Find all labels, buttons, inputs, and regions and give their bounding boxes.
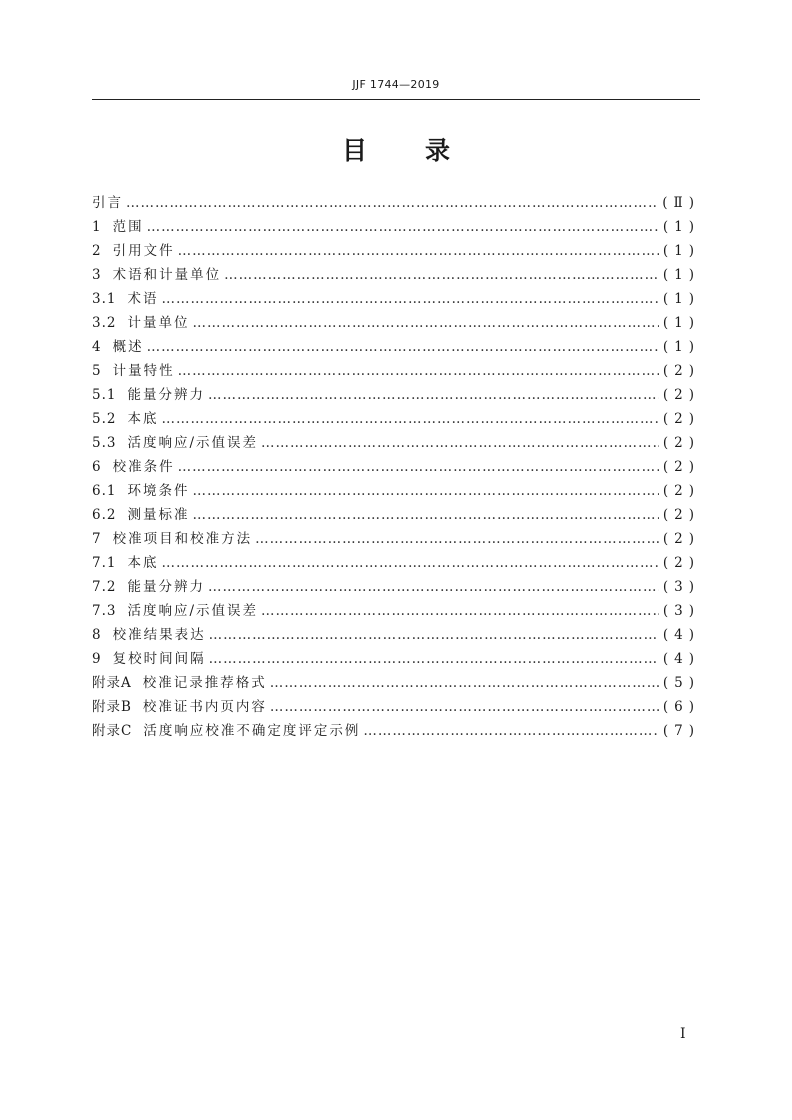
toc-entry-number: 5.1 bbox=[92, 387, 117, 403]
toc-entry-page: (2) bbox=[662, 387, 700, 403]
toc-entry-number: 7.2 bbox=[92, 579, 117, 595]
toc-entry-page: (Ⅱ) bbox=[662, 195, 700, 211]
toc-entry-number: 7.3 bbox=[92, 603, 117, 619]
toc-entry-page: (1) bbox=[662, 315, 700, 331]
table-of-contents bbox=[92, 191, 700, 743]
toc-entry-page: (2) bbox=[662, 411, 700, 427]
toc-entry[interactable] bbox=[92, 287, 700, 311]
toc-entry[interactable] bbox=[92, 191, 700, 215]
dot-leader bbox=[178, 239, 659, 263]
dot-leader bbox=[192, 503, 658, 527]
toc-entry-number: 3 bbox=[92, 267, 102, 283]
toc-entry-title: 概述 bbox=[112, 339, 144, 355]
toc-entry[interactable] bbox=[92, 239, 700, 263]
dot-leader bbox=[363, 719, 659, 743]
toc-entry[interactable] bbox=[92, 527, 700, 551]
dot-leader bbox=[270, 695, 659, 719]
toc-entry-number: 5.2 bbox=[92, 411, 117, 427]
toc-entry-page: (6) bbox=[662, 699, 700, 715]
toc-entry-page: (2) bbox=[662, 555, 700, 571]
toc-entry-page: (3) bbox=[662, 579, 700, 595]
toc-entry-page: (2) bbox=[662, 483, 700, 499]
toc-entry[interactable] bbox=[92, 623, 700, 647]
toc-entry-number: 2 bbox=[92, 243, 102, 259]
toc-entry-title: 校准证书内页内容 bbox=[142, 699, 267, 715]
toc-entry-title: 校准结果表达 bbox=[112, 627, 206, 643]
dot-leader bbox=[208, 575, 659, 599]
toc-entry-number: 5 bbox=[92, 363, 102, 379]
toc-entry-number: 5.3 bbox=[92, 435, 117, 451]
dot-leader bbox=[255, 527, 659, 551]
toc-entry-page: (2) bbox=[662, 507, 700, 523]
dot-leader bbox=[161, 551, 658, 575]
toc-entry-title: 校准记录推荐格式 bbox=[142, 675, 267, 691]
toc-entry[interactable] bbox=[92, 311, 700, 335]
toc-entry-title: 活度响应/示值误差 bbox=[127, 603, 259, 619]
toc-entry-number: 6.2 bbox=[92, 507, 117, 523]
toc-entry-number: 附录A bbox=[92, 675, 132, 691]
dot-leader bbox=[270, 671, 659, 695]
toc-entry-page: (7) bbox=[662, 723, 700, 739]
toc-entry[interactable] bbox=[92, 647, 700, 671]
toc-entry-number: 6 bbox=[92, 459, 102, 475]
toc-entry[interactable] bbox=[92, 263, 700, 287]
toc-entry-title: 计量特性 bbox=[112, 363, 175, 379]
dot-leader bbox=[261, 599, 659, 623]
dot-leader bbox=[192, 479, 658, 503]
toc-entry-title: 引言 bbox=[92, 195, 123, 211]
toc-entry-number: 4 bbox=[92, 339, 102, 355]
toc-entry-page: (1) bbox=[662, 339, 700, 355]
toc-entry-title: 测量标准 bbox=[127, 507, 190, 523]
toc-entry-number: 3.2 bbox=[92, 315, 117, 331]
toc-entry-title: 本底 bbox=[127, 555, 159, 571]
page-number: I bbox=[680, 1026, 686, 1042]
toc-entry-title: 校准条件 bbox=[112, 459, 175, 475]
toc-entry-page: (4) bbox=[662, 651, 700, 667]
toc-entry-title: 环境条件 bbox=[127, 483, 190, 499]
running-header: JJF 1744—2019 bbox=[352, 78, 440, 91]
dot-leader bbox=[147, 215, 659, 239]
toc-entry[interactable] bbox=[92, 695, 700, 719]
toc-entry-page: (1) bbox=[662, 219, 700, 235]
toc-entry[interactable] bbox=[92, 455, 700, 479]
toc-entry-page: (2) bbox=[662, 531, 700, 547]
dot-leader bbox=[209, 623, 659, 647]
toc-entry-title: 能量分辨力 bbox=[127, 387, 205, 403]
toc-entry-title: 活度响应校准不确定度评定示例 bbox=[143, 723, 361, 739]
toc-entry[interactable] bbox=[92, 407, 700, 431]
toc-entry-number: 附录B bbox=[92, 699, 132, 715]
toc-entry[interactable] bbox=[92, 671, 700, 695]
toc-entry[interactable] bbox=[92, 359, 700, 383]
toc-entry-page: (4) bbox=[662, 627, 700, 643]
toc-entry-title: 计量单位 bbox=[127, 315, 190, 331]
dot-leader bbox=[178, 359, 659, 383]
toc-entry-page: (1) bbox=[662, 267, 700, 283]
dot-leader bbox=[161, 407, 658, 431]
dot-leader bbox=[224, 263, 659, 287]
title-char-2: 录 bbox=[425, 136, 451, 165]
toc-entry-title: 本底 bbox=[127, 411, 159, 427]
toc-entry-number: 1 bbox=[92, 219, 102, 235]
page-title bbox=[0, 131, 792, 167]
dot-leader bbox=[126, 191, 658, 215]
toc-entry-title: 引用文件 bbox=[112, 243, 175, 259]
toc-entry[interactable] bbox=[92, 335, 700, 359]
dot-leader bbox=[147, 335, 659, 359]
toc-entry-number: 3.1 bbox=[92, 291, 117, 307]
toc-entry-number: 7.1 bbox=[92, 555, 117, 571]
toc-entry[interactable] bbox=[92, 719, 700, 743]
toc-entry-title: 术语和计量单位 bbox=[112, 267, 222, 283]
toc-entry-title: 活度响应/示值误差 bbox=[127, 435, 259, 451]
toc-entry-page: (2) bbox=[662, 435, 700, 451]
dot-leader bbox=[178, 455, 659, 479]
toc-entry-number: 6.1 bbox=[92, 483, 117, 499]
toc-entry-page: (3) bbox=[662, 603, 700, 619]
toc-entry[interactable] bbox=[92, 599, 700, 623]
dot-leader bbox=[209, 647, 659, 671]
toc-entry-number: 7 bbox=[92, 531, 102, 547]
toc-entry[interactable] bbox=[92, 551, 700, 575]
toc-entry[interactable] bbox=[92, 383, 700, 407]
toc-entry-number: 8 bbox=[92, 627, 102, 643]
toc-entry-title: 能量分辨力 bbox=[127, 579, 205, 595]
toc-entry-title: 范围 bbox=[112, 219, 144, 235]
dot-leader bbox=[261, 431, 659, 455]
header-rule bbox=[92, 99, 700, 100]
toc-entry-page: (2) bbox=[662, 459, 700, 475]
toc-entry-title: 术语 bbox=[127, 291, 159, 307]
toc-entry-title: 校准项目和校准方法 bbox=[112, 531, 253, 547]
title-char-1: 目 bbox=[341, 136, 367, 165]
toc-entry[interactable] bbox=[92, 431, 700, 455]
dot-leader bbox=[208, 383, 659, 407]
toc-entry[interactable] bbox=[92, 503, 700, 527]
toc-entry[interactable] bbox=[92, 479, 700, 503]
toc-entry-page: (2) bbox=[662, 363, 700, 379]
toc-entry-page: (5) bbox=[662, 675, 700, 691]
toc-entry[interactable] bbox=[92, 215, 700, 239]
toc-entry-number: 附录C bbox=[92, 723, 133, 739]
toc-entry[interactable] bbox=[92, 575, 700, 599]
toc-entry-page: (1) bbox=[662, 243, 700, 259]
toc-entry-title: 复校时间间隔 bbox=[112, 651, 206, 667]
dot-leader bbox=[192, 311, 658, 335]
dot-leader bbox=[161, 287, 658, 311]
toc-entry-page: (1) bbox=[662, 291, 700, 307]
toc-entry-number: 9 bbox=[92, 651, 102, 667]
